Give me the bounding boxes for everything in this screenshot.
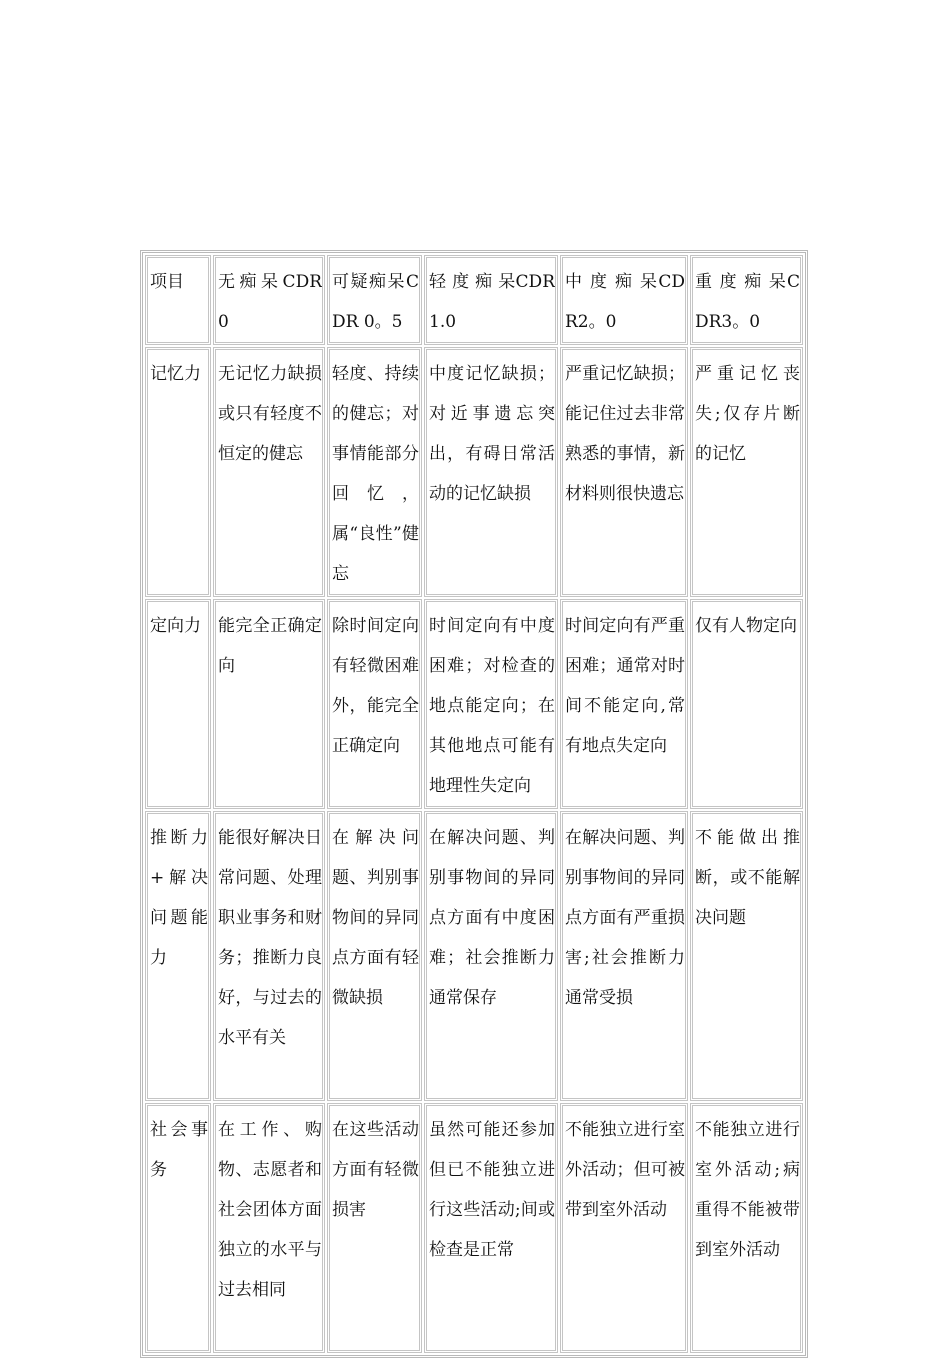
table-header-row: [145, 255, 803, 345]
table-cell: 严重记忆丧失;仅存片断的记忆: [690, 347, 803, 597]
table-cell: 在解决问题、判别事物间的异同点方面有中度困难；社会推断力通常保存: [424, 811, 558, 1101]
table-cell: 不能独立进行室外活动；但可被带到室外活动: [560, 1103, 688, 1353]
table-cell: 不能做出推断，或不能解决问题: [690, 811, 803, 1101]
cdr-table: [140, 250, 808, 1358]
header-cell-cdr1: 轻 度 痴 呆CDR1.0: [424, 255, 558, 345]
table-row-orientation: [145, 599, 803, 809]
header-cell-cdr05: 可疑痴呆CDR 0。5: [327, 255, 422, 345]
header-cell-item: 项目: [145, 255, 211, 345]
table-cell: 在这些活动方面有轻微损害: [327, 1103, 422, 1353]
table-cell: 在解决问题、判别事物间的异同点方面有轻微缺损: [327, 811, 422, 1101]
row-label-judgment: 推断力+解决问题能力: [145, 811, 211, 1101]
table-cell: 除时间定向有轻微困难外，能完全正确定向: [327, 599, 422, 809]
table-cell: 能很好解决日常问题、处理职业事务和财务；推断力良好，与过去的水平有关: [213, 811, 325, 1101]
table-cell: 无记忆力缺损或只有轻度不恒定的健忘: [213, 347, 325, 597]
row-label-social-affairs: 社会事务: [145, 1103, 211, 1353]
table-cell: 在解决问题、判别事物间的异同点方面有严重损害;社会推断力通常受损: [560, 811, 688, 1101]
header-cell-cdr0: 无痴呆CDR 0: [213, 255, 325, 345]
table-cell: 时间定向有严重困难；通常对时间不能定向,常有地点失定向: [560, 599, 688, 809]
header-cell-cdr3: 重 度 痴 呆CDR3。0: [690, 255, 803, 345]
table-cell: 时间定向有中度困难；对检查的地点能定向；在其他地点可能有地理性失定向: [424, 599, 558, 809]
row-label-memory: 记忆力: [145, 347, 211, 597]
table-row-judgment: [145, 811, 803, 1101]
table-row-social-affairs: [145, 1103, 803, 1353]
table-cell: 仅有人物定向: [690, 599, 803, 809]
table-cell: 中度记忆缺损；对近事遗忘突出，有碍日常活动的记忆缺损: [424, 347, 558, 597]
table-cell: 虽然可能还参加但已不能独立进行这些活动;间或检查是正常: [424, 1103, 558, 1353]
table-cell: 轻度、持续的健忘；对事情能部分回忆，属“良性”健忘: [327, 347, 422, 597]
table-cell: 能完全正确定向: [213, 599, 325, 809]
table-row-memory: [145, 347, 803, 597]
row-label-orientation: 定向力: [145, 599, 211, 809]
table-cell: 严重记忆缺损；能记住过去非常熟悉的事情，新材料则很快遗忘: [560, 347, 688, 597]
table-cell: 在工作、购物、志愿者和社会团体方面独立的水平与过去相同: [213, 1103, 325, 1353]
header-cell-cdr2: 中 度 痴 呆CDR2。0: [560, 255, 688, 345]
table-cell: 不能独立进行室外活动;病重得不能被带到室外活动: [690, 1103, 803, 1353]
